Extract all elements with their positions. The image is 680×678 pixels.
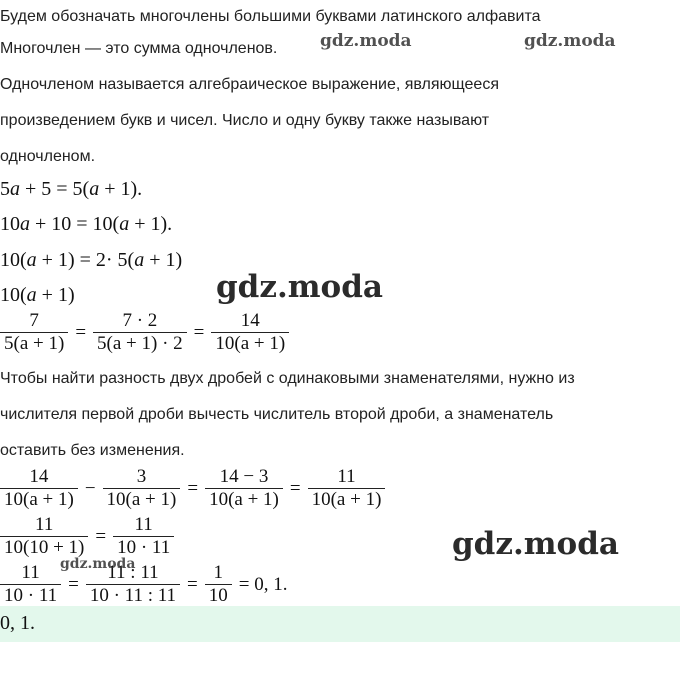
watermark: gdz.moda: [216, 269, 383, 305]
fraction-equation-4: $\frac{11}{10 \cdot 11}$ = $\frac{11 : 11}{10 \cdot 11 : 11}$ = $\frac{1}{10}$ = 0, 1.: [0, 562, 294, 607]
fraction-equation-2: $\frac{14}{10(a + 1)}$ − $\frac{3}{10(a + 1)}$ = $\frac{14 - 3}{10(a + 1)}$ = $\frac{11}{10(a + 1)}$: [0, 466, 385, 511]
rule-line-2: числителя первой дроби вычесть числитель второй дроби, а знаменатель: [0, 406, 554, 423]
watermark: gdz.moda: [320, 31, 412, 51]
equation-4: 10(a + 1): [0, 284, 75, 306]
fraction: $\frac{14}{10(a + 1)}$: [211, 310, 289, 355]
watermark: gdz.moda: [452, 526, 619, 562]
fraction: $\frac{11}{10(a + 1)}$: [308, 466, 386, 511]
answer-box: [0, 606, 680, 642]
equation-3: 10(a + 1) = 2· 5(a + 1): [0, 249, 183, 271]
fraction: $\frac{11}{10 \cdot 11}$: [0, 562, 61, 607]
fraction: $\frac{11}{10 \cdot 11}$: [113, 514, 174, 559]
fraction: $\frac{14}{10(a + 1)}$: [0, 466, 78, 511]
equation-2: 10a + 10 = 10(a + 1).: [0, 213, 173, 235]
intro-line-2: Многочлен — это сумма одночленов.: [0, 40, 278, 57]
intro-line-1: Будем обозначать многочлены большими буквами латинского алфавита: [0, 8, 541, 25]
fraction: $\frac{11 : 11}{10 \cdot 11 : 11}$: [86, 562, 180, 607]
fraction: $\frac{7}{5(a + 1)}$: [0, 310, 68, 355]
fraction: $\frac{3}{10(a + 1)}$: [103, 466, 181, 511]
answer-value: 0, 1.: [0, 612, 35, 634]
definition-line-1: Одночленом называется алгебраическое выражение, являющееся: [0, 76, 499, 93]
fraction-equation-3: $\frac{11}{10(10 + 1)}$ = $\frac{11}{10 \cdot 11}$: [0, 514, 174, 559]
equation-1: 5a + 5 = 5(a + 1).: [0, 178, 143, 200]
watermark: gdz.moda: [524, 31, 616, 51]
rule-line-3: оставить без изменения.: [0, 442, 185, 459]
fraction: $\frac{1}{10}$: [205, 562, 232, 607]
fraction: $\frac{14 - 3}{10(a + 1)}$: [205, 466, 283, 511]
watermark: gdz.moda: [60, 556, 136, 572]
fraction: $\frac{7 \cdot 2}{5(a + 1) \cdot 2}$: [93, 310, 187, 355]
rule-line-1: Чтобы найти разность двух дробей с одинаковыми знаменателями, нужно из: [0, 370, 575, 387]
fraction-equation-1: $\frac{7}{5(a + 1)}$ = $\frac{7 \cdot 2}{5(a + 1) \cdot 2}$ = $\frac{14}{10(a + 1)}$: [0, 310, 289, 355]
definition-line-3: одночленом.: [0, 148, 96, 165]
definition-line-2: произведением букв и чисел. Число и одну букву также называют: [0, 112, 490, 129]
fraction: $\frac{11}{10(10 + 1)}$: [0, 514, 88, 559]
